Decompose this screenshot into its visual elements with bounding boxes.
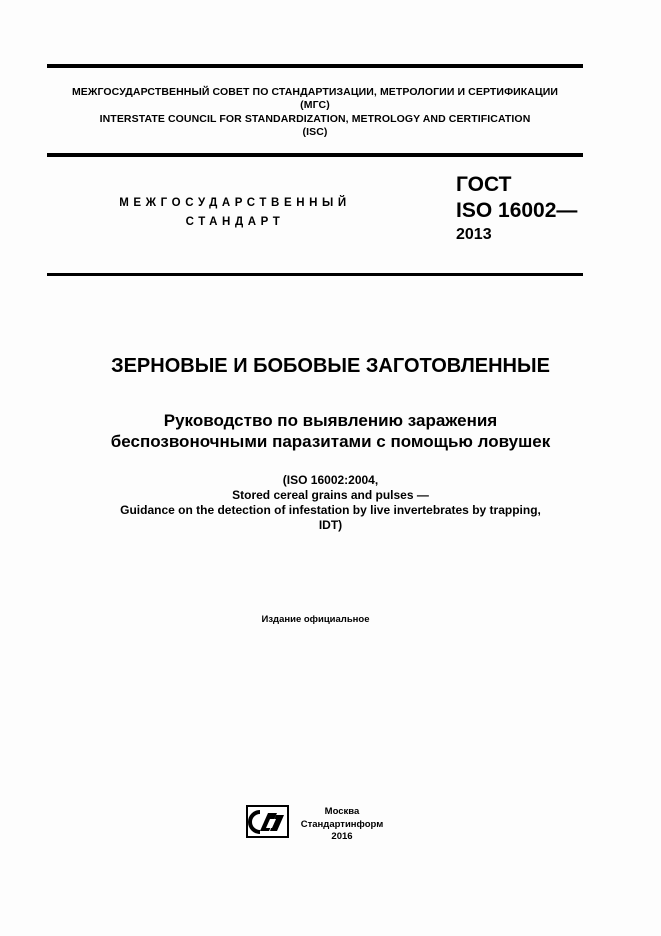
document-title: ЗЕРНОВЫЕ И БОБОВЫЕ ЗАГОТОВЛЕННЫЕ <box>111 355 550 377</box>
iso-reference <box>0 473 661 533</box>
standard-code-iso: ISO 16002— <box>456 199 578 222</box>
bottom-rule <box>47 273 583 276</box>
iso-reference-line2: Stored cereal grains and pulses — <box>232 488 429 502</box>
standard-type <box>100 194 370 232</box>
standard-code-gost: ГОСТ <box>456 173 512 196</box>
council-name-en: INTERSTATE COUNCIL FOR STANDARDIZATION, METROLOGY AND CERTIFICATION <box>99 112 531 125</box>
standard-code <box>456 172 577 245</box>
publisher-name: Стандартинформ <box>300 818 384 830</box>
council-abbr-ru: (МГС) <box>300 99 330 112</box>
council-header <box>47 86 583 140</box>
iso-reference-line1: (ISO 16002:2004, <box>282 473 379 487</box>
iso-reference-line3: Guidance on the detection of infestation by live invertebrates by trapping, <box>120 503 541 517</box>
subtitle-line2: беспозвоночными паразитами с помощью ловушек <box>110 432 551 451</box>
top-rule <box>47 64 583 68</box>
document-subtitle <box>0 410 661 452</box>
iso-reference-line4: IDT) <box>318 518 343 532</box>
standard-type-line1: МЕЖГОСУДАРСТВЕННЫЙ <box>119 197 351 209</box>
council-name-ru: МЕЖГОСУДАРСТВЕННЫЙ СОВЕТ ПО СТАНДАРТИЗАЦИИ, МЕТРОЛОГИИ И СЕРТИФИКАЦИИ <box>71 86 559 98</box>
publisher-info <box>292 806 392 844</box>
edition-label: Издание официальное <box>261 614 370 625</box>
standartinform-logo-icon <box>246 805 289 838</box>
council-abbr-en: (ISC) <box>302 126 328 139</box>
subtitle-line1: Руководство по выявлению заражения <box>163 411 498 430</box>
standard-type-line2: СТАНДАРТ <box>185 216 285 228</box>
standard-code-year: 2013 <box>456 226 492 243</box>
publisher-city: Москва <box>324 806 360 817</box>
publisher-year: 2016 <box>331 831 353 842</box>
middle-rule <box>47 153 583 157</box>
